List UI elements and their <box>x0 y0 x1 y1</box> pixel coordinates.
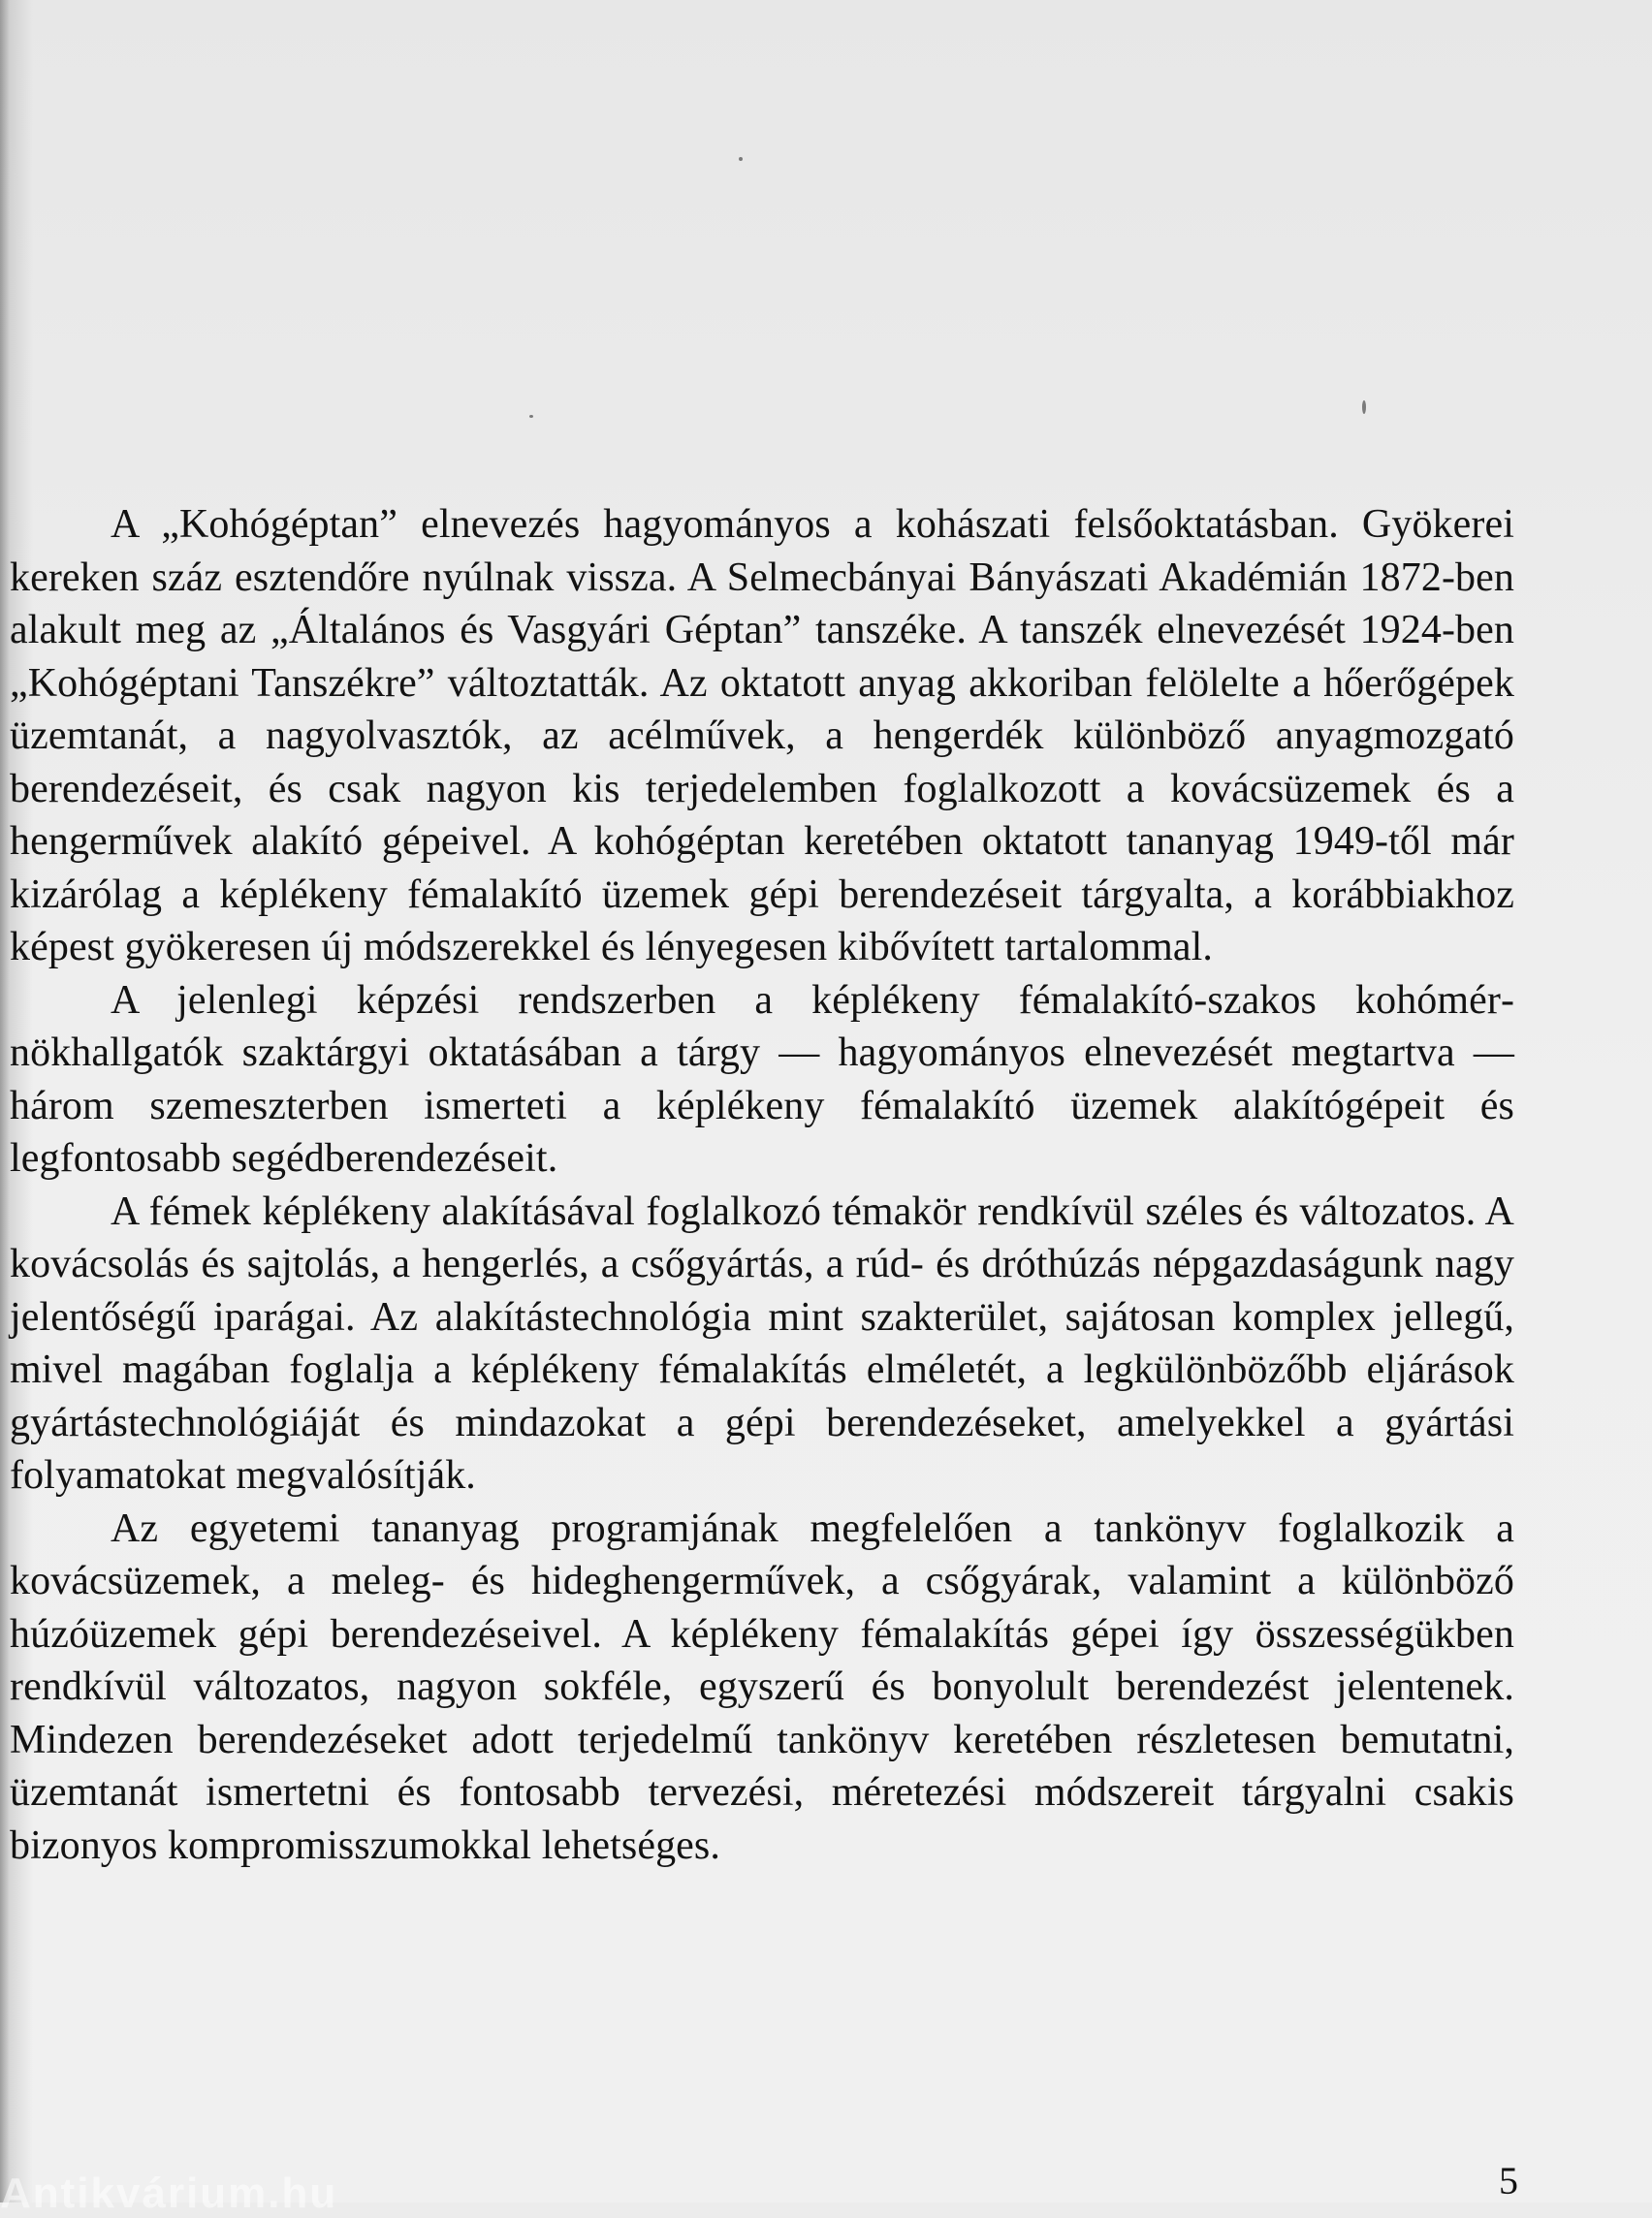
paper-speck <box>739 157 743 161</box>
paragraph: A jelenlegi képzési rendszerben a képlékeny fémalakító-szakos kohómérnökhallgatók szaktárgyi oktatásában a tárgy — hagyományos elnevezését megtartva — három szemeszterben ismerteti a képlékeny fémalakító üzemek alakítógépeit és legfontosabb segédberendezéseit. <box>10 977 1514 1181</box>
paragraph: A „Kohógéptan” elnevezés hagyományos a kohászati felsőoktatásban. Gyökerei kereken száz esztendőre nyúlnak vissza. A Selmecbányai Bányászati Akadémián 1872-ben alakult meg az „Általános és Vasgyári Géptan” tanszéke. A tanszék elnevezését 1924-ben „Kohógéptani Tanszékre” változtatták. Az oktatott anyag akkoriban felölelte a hőerőgépek üzemtanát, a nagyolvasztók, az acélművek, a hengerdék különböző anyagmozgató berendezéseit, és csak nagyon kis terjedelemben foglalkozott a kovácsüzemek és a hengerművek alakító gépeivel. A kohógéptan keretében oktatott tananyag 1949-től már kizárólag a képlékeny fémalakító üzemek gépi berendezéseit tárgyalta, a korábbiakhoz képest gyökeresen új módszerekkel és lényegesen kibővített tartalommal. <box>10 502 1514 969</box>
paper-speck <box>529 415 533 418</box>
body-text <box>10 498 1514 1872</box>
watermark: Antikvárium.hu <box>0 2170 338 2217</box>
page-number: 5 <box>1499 2159 1518 2202</box>
paragraph: Az egyetemi tananyag programjának megfelelően a tankönyv foglalkozik a kovácsüzemek, a meleg- és hideghengerművek, a csőgyárak, valamint a különböző húzóüzemek gépi berendezéseivel. A képlékeny fémalakítás gépei így összességükben rendkívül változatos, nagyon sokféle, egyszerű és bonyolult berendezést jelentenek. Mindezen berendezéseket adott terjedelmű tankönyv keretében részletesen bemutatni, üzemtanát ismertetni és fontosabb tervezési, méretezési módszereit tárgyalni csakis bizonyos kompromisszumokkal lehetséges. <box>10 1505 1514 1868</box>
paragraph: A fémek képlékeny alakításával foglalkozó témakör rendkívül széles és változatos. A kovácsolás és sajtolás, a hengerlés, a csőgyártás, a rúd- és dróthúzás népgazdaságunk nagy jelentőségű iparágai. Az alakítástechnológia mint szakterület, sajátosan komplex jellegű, mivel magában foglalja a képlékeny fémalakítás elméletét, a legkülönbözőbb eljárások gyártástechnológiáját és mindazokat a gépi berendezéseket, amelyekkel a gyártási folyamatokat megvalósítják. <box>10 1188 1514 1498</box>
paper-speck <box>1362 400 1366 414</box>
